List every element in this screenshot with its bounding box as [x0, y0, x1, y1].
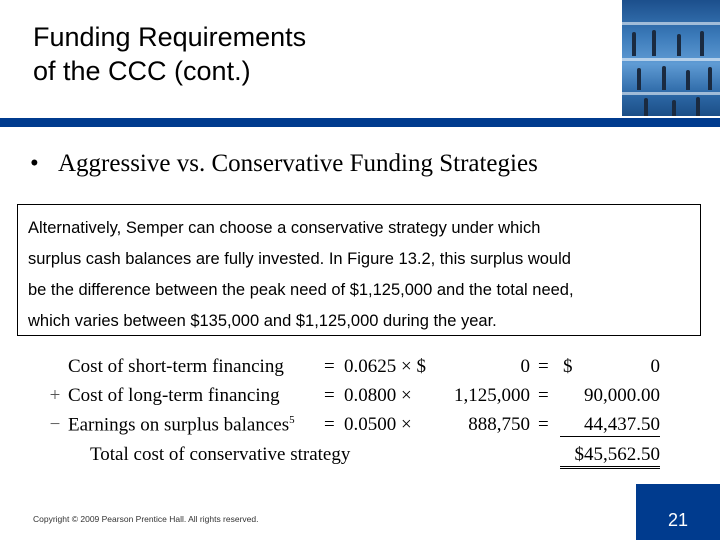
calc-label-text: Earnings on surplus balances	[68, 414, 290, 436]
calc-amount: 888,750	[468, 414, 530, 435]
calc-operator: +	[49, 385, 61, 406]
calc-equals-2: =	[538, 414, 549, 435]
calc-result: 0	[650, 356, 660, 377]
header-divider-band	[0, 118, 720, 127]
page-number: 21	[667, 510, 689, 530]
calc-row-total	[0, 444, 720, 472]
explanation-line-2: surplus cash balances are fully invested. In Figure 13.2, this surplus would	[28, 250, 571, 268]
calc-equals-2: =	[538, 385, 549, 406]
calc-amount: 1,125,000	[454, 385, 530, 406]
title-line-1: Funding Requirements	[33, 22, 307, 52]
bullet-marker: •	[30, 150, 39, 177]
calc-row-short-term	[0, 356, 720, 384]
calc-equals: =	[324, 385, 335, 406]
calc-label	[68, 414, 295, 436]
calc-result: 44,437.50	[560, 414, 660, 437]
calc-equals: =	[324, 356, 335, 377]
explanation-line-4: which varies between $135,000 and $1,125,000 during the year.	[28, 312, 497, 330]
calc-rate: 0.0625 × $	[344, 356, 426, 377]
copyright-notice: Copyright © 2009 Pearson Prentice Hall. All rights reserved.	[33, 514, 259, 524]
page-number-box	[636, 484, 720, 540]
explanation-line-1: Alternatively, Semper can choose a conservative strategy under which	[28, 219, 541, 237]
calc-row-long-term	[0, 385, 720, 413]
calc-total-label: Total cost of conservative strategy	[90, 444, 351, 465]
calc-label	[68, 356, 284, 378]
cost-calculation	[0, 350, 720, 480]
slide-header	[0, 0, 720, 118]
header-photo	[622, 0, 720, 116]
calc-label	[68, 385, 280, 407]
explanation-box	[17, 204, 701, 336]
calc-row-surplus-earnings	[0, 414, 720, 442]
bullet-item	[30, 150, 538, 178]
title-line-2: of the CCC (cont.)	[33, 56, 251, 86]
calc-rate: 0.0800 ×	[344, 385, 412, 406]
footnote-marker: 5	[289, 414, 295, 426]
slide-title	[33, 20, 306, 88]
calc-label-text: Cost of short-term financing	[68, 356, 284, 377]
calc-operator: −	[49, 414, 61, 435]
explanation-line-3: be the difference between the peak need of $1,125,000 and the total need,	[28, 281, 574, 299]
calc-rate: 0.0500 ×	[344, 414, 412, 435]
bullet-text: Aggressive vs. Conservative Funding Strategies	[58, 150, 538, 177]
calc-equals: =	[324, 414, 335, 435]
calc-total-result: $45,562.50	[560, 444, 660, 469]
calc-label-text: Cost of long-term financing	[68, 385, 280, 406]
calc-amount: 0	[520, 356, 530, 377]
calc-equals-2: =	[538, 356, 549, 377]
calc-result: 90,000.00	[584, 385, 660, 406]
calc-dollar-sign: $	[563, 356, 573, 377]
